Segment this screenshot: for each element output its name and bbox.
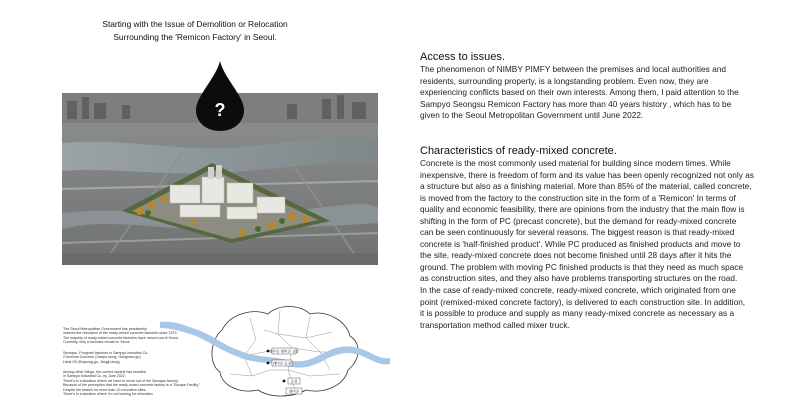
note-line: in Sampyo Industrial Co. by June 2022. <box>63 374 126 379</box>
map-marker <box>267 362 270 365</box>
note-line: Currently, only a factories remain in Seoul. <box>63 340 131 345</box>
paragraph-line: Sampyo Seongsu Remicon Factory has more than 40 years history , which has to be <box>420 98 732 109</box>
note-line: There's in a situation where I'm not looking for relocation <box>63 392 153 397</box>
note-line: There's in a situation where we have to move out of the Seongsu factory. <box>63 378 179 383</box>
title-line-2: Surrounding the 'Remicon Factory' in Seoul. <box>113 31 277 42</box>
paragraph-line: can be seen continuously for several reasons. The biggest reason is that ready-mixed <box>420 227 735 238</box>
notes-block-1 <box>63 327 179 345</box>
characteristics-section <box>420 144 780 331</box>
notes-block-2 <box>63 351 168 364</box>
paragraph-line: Concrete is the most commonly used material for building since modern times. While <box>420 158 731 168</box>
paragraph-line: is moved from the factory to the construction site in the form of a 'Remicon' In terms of <box>420 192 736 203</box>
notes-block-3 <box>63 370 201 397</box>
question-mark: ? <box>214 100 226 120</box>
note-line: The majority of ready-mixed concrete factories have moved out of Seoul. <box>63 335 179 340</box>
paragraph-line: The phenomenon of NIMBY PIMFY between the premises and local authorities and <box>420 64 726 74</box>
paragraph-line: the site, ready-mixed concrete does not become finished until 28 days after it hits the <box>420 250 732 261</box>
question-drop-icon <box>194 60 246 132</box>
note-line: ordered the relocation of the ready-mixed concrete factories since 1979. <box>63 331 178 336</box>
paragraph-line: transportation method called mixer truck. <box>420 319 570 330</box>
note-line: Despite the search for more than 10 relocation sites, <box>63 387 147 392</box>
paragraph-line: inexpensive, there is freedom of form and its value has been openly recognized not only as <box>420 169 754 180</box>
note-line: Among other things, the current lawsuit has resulted <box>63 370 146 374</box>
paragraph-line: given to the Seoul Metropolitan Government until June 2022. <box>420 110 644 121</box>
map-label: 레미콘 <box>288 389 300 394</box>
paragraph-line: concrete is 'half-finished product'. While PC produced as finished products and move to <box>420 238 741 249</box>
map-marker <box>267 350 270 353</box>
seoul-map <box>160 300 390 400</box>
paragraph-line: experiencing conflicts based on their own interests. Among them, I paid attention to the <box>420 87 739 98</box>
map-label: 레미콘 공장 <box>272 361 292 366</box>
paragraph-line: shifting in the form of PC (precast concrete), but the demand for ready-mixed concrete <box>420 215 737 226</box>
map-label: 성수동 레미콘 공장 <box>269 349 299 354</box>
characteristics-heading: Characteristics of ready-mixed concrete. <box>420 145 617 157</box>
paragraph-line: In the case of ready-mixed concrete, ready-mixed concrete, which originated from one <box>420 285 736 296</box>
note-line: Hanil Oil (Sinjeong-gu, Jangji-dong) <box>63 359 120 364</box>
paragraph-line: it is possible to produce and supply as many ready-mixed concrete as necessary as a <box>420 308 735 319</box>
poster-title <box>60 18 330 43</box>
paragraph-line: point (remixed-mixed concrete factory), is delivered to each construction site. In addition, <box>420 296 746 307</box>
access-paragraph <box>420 64 780 122</box>
note-line: Seongsu, Pungnab factories in Sampyo Industrial Co. <box>63 351 149 355</box>
title-line-1: Starting with the Issue of Demolition or Relocation <box>102 19 288 29</box>
paragraph-line: as construction sites, and they also have problems transporting structures on the road. <box>420 273 738 284</box>
map-label: 공장 <box>290 379 298 384</box>
paragraph-line: quality and economic feasibility, there are opinions from the industry that the main flow is <box>420 204 745 215</box>
note-line: The Seoul Metropolitan Government has persistently <box>63 327 147 331</box>
paragraph-line: ground. The problem with moving PC finished products is that they need as much space <box>420 261 744 272</box>
paragraph-line: residents, surrounding property, is a longstanding problem. Even now, they are <box>420 75 709 86</box>
characteristics-paragraph <box>420 158 780 331</box>
paragraph-line: a structure but also as a finishing material. More than 85% of the material, called concrete, <box>420 181 752 192</box>
note-line: Cheonma Concrete (Gaepo-dong, Gangnam-gu) <box>63 355 141 360</box>
note-line: Because of the perception that the ready-mixed concrete factory is a "Escape Facility," <box>63 383 201 388</box>
map-marker <box>283 380 286 383</box>
access-heading: Access to issues. <box>420 51 505 63</box>
access-section <box>420 50 780 122</box>
